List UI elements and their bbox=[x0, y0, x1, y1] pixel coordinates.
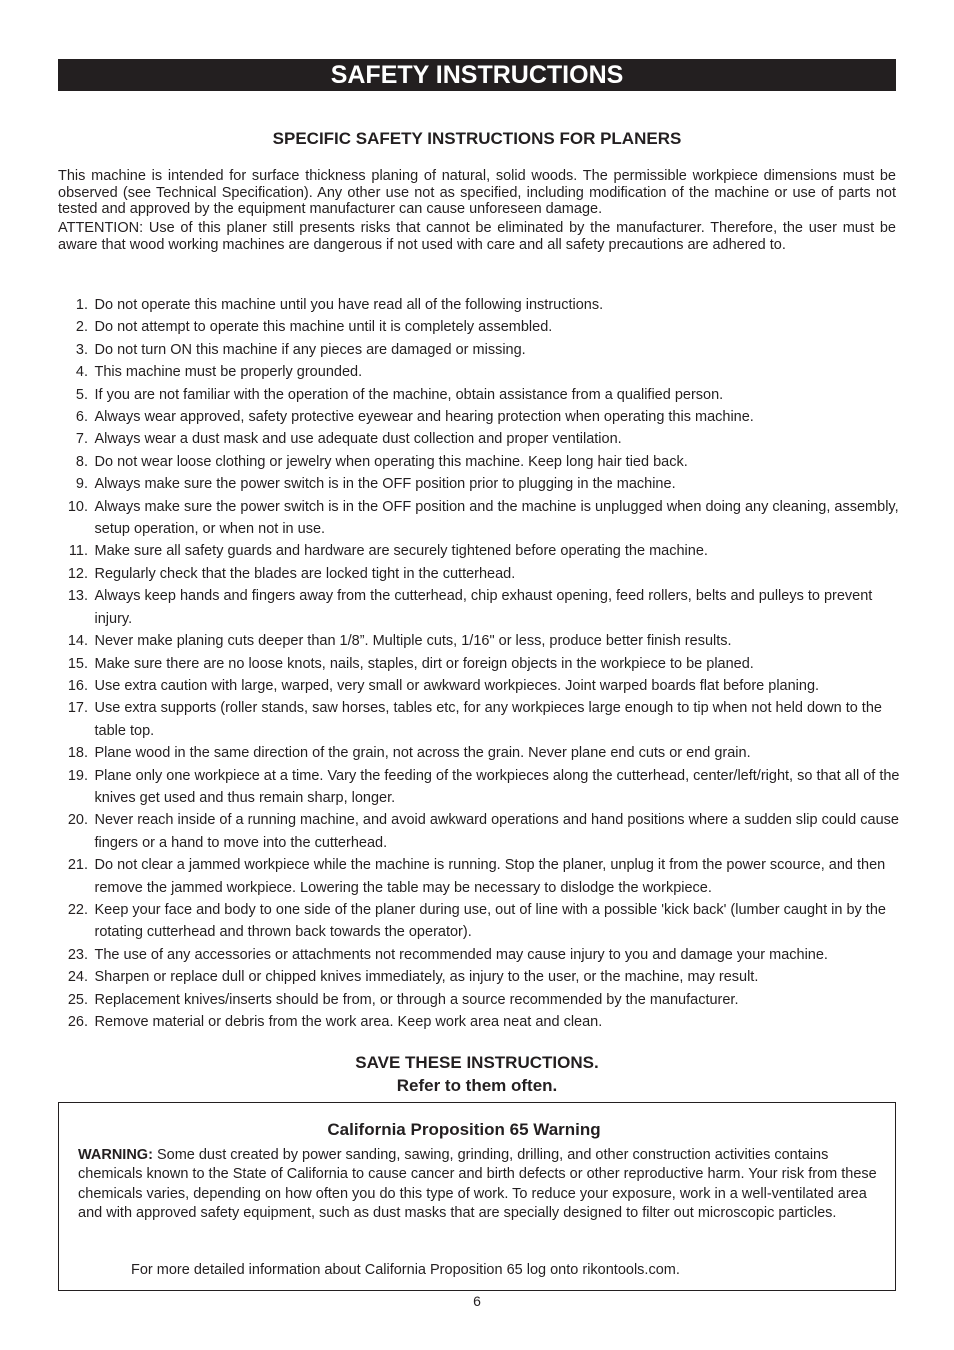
rule-number: 16. bbox=[67, 677, 88, 694]
rule-text: Replacement knives/inserts should be from, or through a source recommended by the manufacturer. bbox=[94, 991, 739, 1008]
intro-text bbox=[58, 168, 896, 255]
rule-number: 19. bbox=[67, 767, 88, 784]
safety-rule-item bbox=[58, 1011, 908, 1033]
rule-text: Make sure all safety guards and hardware are securely tightened before operating the machine. bbox=[94, 543, 708, 560]
safety-rule-item bbox=[58, 742, 908, 764]
safety-rule-item bbox=[58, 585, 908, 630]
safety-rule-item bbox=[58, 809, 908, 854]
rule-number: 17. bbox=[67, 700, 88, 717]
safety-rule-item bbox=[58, 563, 908, 585]
rule-text: Sharpen or replace dull or chipped knives immediately, as injury to the user, or the machine, may result. bbox=[94, 969, 759, 986]
rule-text: Always wear a dust mask and use adequate dust collection and proper ventilation. bbox=[94, 431, 622, 448]
warning-label: WARNING: bbox=[78, 1147, 153, 1163]
intro-paragraph: This machine is intended for surface thickness planing of natural, solid woods. The permissible workpiece dimensions must be observed (see Technical Specification). Any other use not as specified, including modification of the machine or use of parts not tested and approved by the equipment manufacturer can cause unforeseen damage. bbox=[58, 168, 896, 217]
safety-rule-item bbox=[58, 316, 908, 338]
rule-text: If you are not familiar with the operation of the machine, obtain assistance from a qualified person. bbox=[94, 386, 724, 403]
save-line-1: SAVE THESE INSTRUCTIONS. bbox=[355, 1053, 599, 1072]
rule-number: 1. bbox=[75, 297, 88, 313]
rule-text: Use extra caution with large, warped, very small or awkward workpieces. Joint warped boards flat before planing. bbox=[94, 677, 820, 694]
safety-rule-item bbox=[58, 653, 908, 675]
rule-text: The use of any accessories or attachments not recommended may cause injury to you and damage your machine. bbox=[94, 946, 828, 963]
rule-number: 18. bbox=[67, 745, 88, 762]
prop65-warning-text bbox=[78, 1146, 888, 1223]
rule-text: Keep your face and body to one side of the planer during use, out of line with a possible 'kick back' (lumber caught in by the rotating cutterhead and thrown back towards the operator). bbox=[94, 901, 886, 941]
rule-text: Do not attempt to operate this machine until it is completely assembled. bbox=[94, 319, 553, 336]
rule-number: 4. bbox=[75, 364, 88, 381]
safety-rule-item bbox=[58, 944, 908, 966]
safety-rule-item bbox=[58, 361, 908, 383]
safety-rule-item bbox=[58, 428, 908, 450]
rule-text: Never reach inside of a running machine, and avoid awkward operations and hand positions where a sudden slip could cause fingers or a hand to move into the cutterhead. bbox=[94, 812, 899, 851]
rule-text: Do not operate this machine until you have read all of the following instructions. bbox=[94, 297, 604, 313]
safety-rule-item bbox=[58, 697, 908, 742]
safety-rules-list bbox=[58, 294, 908, 1033]
rule-number: 5. bbox=[75, 386, 88, 403]
rule-number: 15. bbox=[67, 655, 88, 672]
rule-number: 7. bbox=[75, 431, 88, 448]
safety-rule-item bbox=[58, 294, 908, 316]
rule-number: 6. bbox=[75, 409, 88, 426]
rule-number: 21. bbox=[67, 857, 88, 874]
rule-number: 11. bbox=[68, 543, 88, 560]
rule-number: 26. bbox=[67, 1014, 88, 1030]
rule-text: Never make planing cuts deeper than 1/8”. Multiple cuts, 1/16" or less, produce better finish results. bbox=[94, 633, 732, 650]
safety-rule-item bbox=[58, 406, 908, 428]
rule-number: 2. bbox=[75, 319, 88, 336]
safety-rule-item bbox=[58, 473, 908, 495]
safety-rule-item bbox=[58, 765, 908, 810]
rule-text: Always make sure the power switch is in the OFF position and the machine is unplugged when doing any cleaning, assembly, setup operation, or when not in use. bbox=[94, 498, 899, 538]
safety-rule-item bbox=[58, 496, 908, 541]
rule-text: Regularly check that the blades are locked tight in the cutterhead. bbox=[94, 565, 516, 582]
rule-number: 23. bbox=[67, 946, 88, 963]
rule-text: This machine must be properly grounded. bbox=[94, 364, 363, 381]
safety-rule-item bbox=[58, 899, 908, 944]
rule-number: 9. bbox=[75, 476, 88, 493]
prop65-warning-box bbox=[58, 1102, 896, 1291]
warning-body: Some dust created by power sanding, sawing, grinding, drilling, and other construction activities contains chemicals known to the State of California to cause cancer and birth defects or other reproductive harm. Your risk from these chemicals varies, depending on how often you do this type of work. To reduce your exposure, work in a well-ventilated area and with approved safety equipment, such as dust masks that are specially designed to filter out microscopic particles. bbox=[78, 1147, 877, 1221]
safety-rule-item bbox=[58, 675, 908, 697]
section-heading: SPECIFIC SAFETY INSTRUCTIONS FOR PLANERS bbox=[272, 129, 682, 148]
safety-rule-item bbox=[58, 339, 908, 361]
rule-text: Always wear approved, safety protective eyewear and hearing protection when operating this machine. bbox=[94, 409, 754, 426]
rule-text: Plane wood in the same direction of the grain, not across the grain. Never plane end cuts or end grain. bbox=[94, 745, 751, 762]
rule-number: 14. bbox=[67, 633, 88, 650]
page-title: SAFETY INSTRUCTIONS bbox=[58, 59, 896, 91]
safety-rule-item bbox=[58, 630, 908, 652]
rule-number: 25. bbox=[67, 991, 88, 1008]
rule-text: Remove material or debris from the work area. Keep work area neat and clean. bbox=[94, 1014, 603, 1030]
safety-rule-item bbox=[58, 451, 908, 473]
rule-number: 24. bbox=[67, 969, 88, 986]
rule-text: Plane only one workpiece at a time. Vary the feeding of the workpieces along the cutterhead, center/left/right, so that all of the knives get used and thus remain sharp, longer. bbox=[94, 767, 900, 806]
rule-number: 22. bbox=[67, 901, 88, 918]
rule-text: Make sure there are no loose knots, nails, staples, dirt or foreign objects in the workpiece to be planed. bbox=[94, 655, 754, 672]
rule-text: Do not wear loose clothing or jewelry when operating this machine. Keep long hair tied back. bbox=[94, 453, 688, 470]
rule-number: 10. bbox=[67, 498, 88, 515]
safety-rule-item bbox=[58, 384, 908, 406]
page-number: 6 bbox=[473, 1293, 481, 1309]
safety-rule-item bbox=[58, 854, 908, 899]
prop65-more-info: For more detailed information about California Proposition 65 log onto rikontools.com. bbox=[131, 1262, 680, 1278]
rule-text: Always make sure the power switch is in the OFF position prior to plugging in the machine. bbox=[94, 476, 676, 493]
rule-text: Do not turn ON this machine if any pieces are damaged or missing. bbox=[94, 341, 526, 358]
save-line-2: Refer to them often. bbox=[396, 1076, 558, 1095]
save-instructions bbox=[58, 1051, 896, 1097]
rule-text: Do not clear a jammed workpiece while the machine is running. Stop the planer, unplug it from the power scource, and then remove the jammed workpiece. Lowering the table may be necessary to dislodge the workpiece. bbox=[94, 857, 886, 896]
safety-rule-item bbox=[58, 540, 908, 562]
rule-number: 13. bbox=[67, 588, 88, 605]
rule-number: 12. bbox=[67, 565, 88, 582]
rule-number: 20. bbox=[67, 812, 88, 829]
attention-paragraph: ATTENTION: Use of this planer still presents risks that cannot be eliminated by the manufacturer. Therefore, the user must be aware that wood working machines are dangerous if not used with care and all safety precautions are adhered to. bbox=[58, 219, 896, 253]
safety-rule-item bbox=[58, 989, 908, 1011]
rule-text: Always keep hands and fingers away from the cutterhead, chip exhaust opening, feed rollers, belts and pulleys to prevent injury. bbox=[94, 588, 873, 627]
rule-text: Use extra supports (roller stands, saw horses, tables etc, for any workpieces large enough to tip when not held down to the table top. bbox=[94, 700, 882, 739]
rule-number: 3. bbox=[75, 341, 88, 358]
rule-number: 8. bbox=[75, 453, 88, 470]
safety-rule-item bbox=[58, 966, 908, 988]
prop65-title: California Proposition 65 Warning bbox=[327, 1120, 601, 1139]
